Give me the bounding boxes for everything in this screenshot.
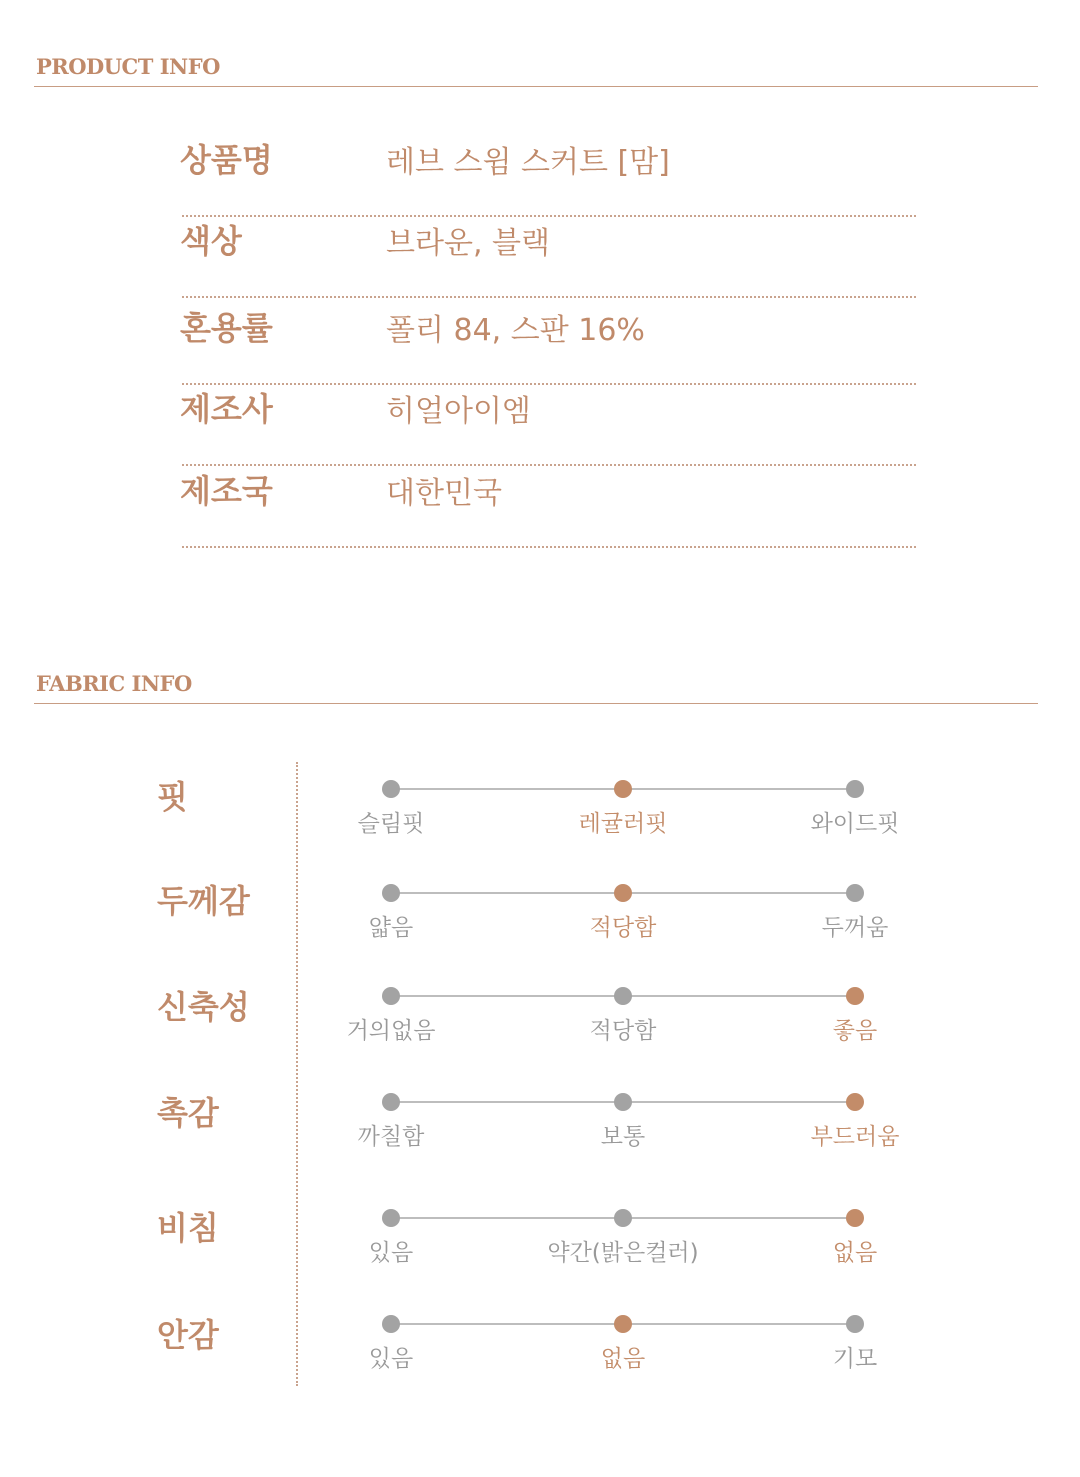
info-row-name: [180, 135, 916, 217]
info-value: 히얼아이엠: [386, 394, 531, 429]
fabric-label: 촉감: [157, 1094, 219, 1132]
scale-option-selected: 적당함: [589, 915, 657, 941]
scale-dot: [614, 1209, 632, 1227]
fabric-info-title: FABRIC INFO: [36, 671, 192, 696]
scale-dot: [382, 1209, 400, 1227]
scale-option: 와이드핏: [810, 811, 900, 837]
dotted-divider: [182, 546, 916, 548]
scale-option: 약간(밝은컬러): [547, 1240, 699, 1266]
scale-dot: [614, 1093, 632, 1111]
fabric-label-divider: [296, 762, 298, 1386]
info-row-country: [180, 466, 916, 548]
scale-dot-selected: [846, 1093, 864, 1111]
scale-dot: [382, 987, 400, 1005]
fabric-label: 핏: [157, 778, 188, 816]
scale-option: 있음: [368, 1346, 414, 1372]
dotted-divider: [182, 296, 916, 298]
scale-option: 있음: [368, 1240, 414, 1266]
scale-dot: [382, 1315, 400, 1333]
scale-option: 적당함: [589, 1018, 657, 1044]
scale-option: 까칠함: [357, 1124, 425, 1150]
info-value: 레브 스윔 스커트 [맘]: [386, 145, 670, 180]
scale-dot-selected: [614, 884, 632, 902]
info-value: 브라운, 블랙: [386, 226, 550, 261]
scale-option: 두꺼움: [821, 915, 889, 941]
fabric-info-divider: [34, 703, 1038, 704]
fabric-label: 안감: [157, 1316, 219, 1354]
scale-dot: [382, 780, 400, 798]
info-row-manufacturer: [180, 384, 916, 466]
product-info-title: PRODUCT INFO: [36, 54, 220, 79]
scale-dot: [846, 1315, 864, 1333]
scale-option: 얇음: [368, 915, 414, 941]
scale-dot: [846, 780, 864, 798]
scale-dot: [382, 1093, 400, 1111]
scale-dot: [382, 884, 400, 902]
scale-option-selected: 부드러움: [810, 1124, 900, 1150]
scale-dot-selected: [846, 1209, 864, 1227]
scale-dot: [846, 884, 864, 902]
info-row-material: [180, 303, 916, 385]
scale-dot-selected: [614, 780, 632, 798]
info-label: 제조사: [180, 390, 273, 428]
info-value: 대한민국: [386, 476, 502, 511]
scale-option: 거의없음: [346, 1018, 436, 1044]
scale-option-selected: 없음: [600, 1346, 646, 1372]
scale-option: 보통: [600, 1124, 646, 1150]
scale-dot-selected: [614, 1315, 632, 1333]
scale-option: 슬림핏: [357, 811, 425, 837]
scale-dot-selected: [846, 987, 864, 1005]
info-row-color: [180, 216, 916, 298]
fabric-label: 신축성: [157, 988, 250, 1026]
scale-option-selected: 없음: [832, 1240, 878, 1266]
info-label: 제조국: [180, 472, 273, 510]
fabric-label: 두께감: [157, 882, 250, 920]
scale-dot: [614, 987, 632, 1005]
info-label: 색상: [180, 222, 242, 260]
info-label: 혼용률: [180, 309, 273, 347]
scale-option: 기모: [832, 1346, 878, 1372]
scale-option-selected: 레귤러핏: [578, 811, 668, 837]
scale-option-selected: 좋음: [832, 1018, 878, 1044]
fabric-label: 비침: [157, 1209, 219, 1247]
info-value: 폴리 84, 스판 16%: [386, 313, 645, 348]
info-label: 상품명: [180, 141, 273, 179]
